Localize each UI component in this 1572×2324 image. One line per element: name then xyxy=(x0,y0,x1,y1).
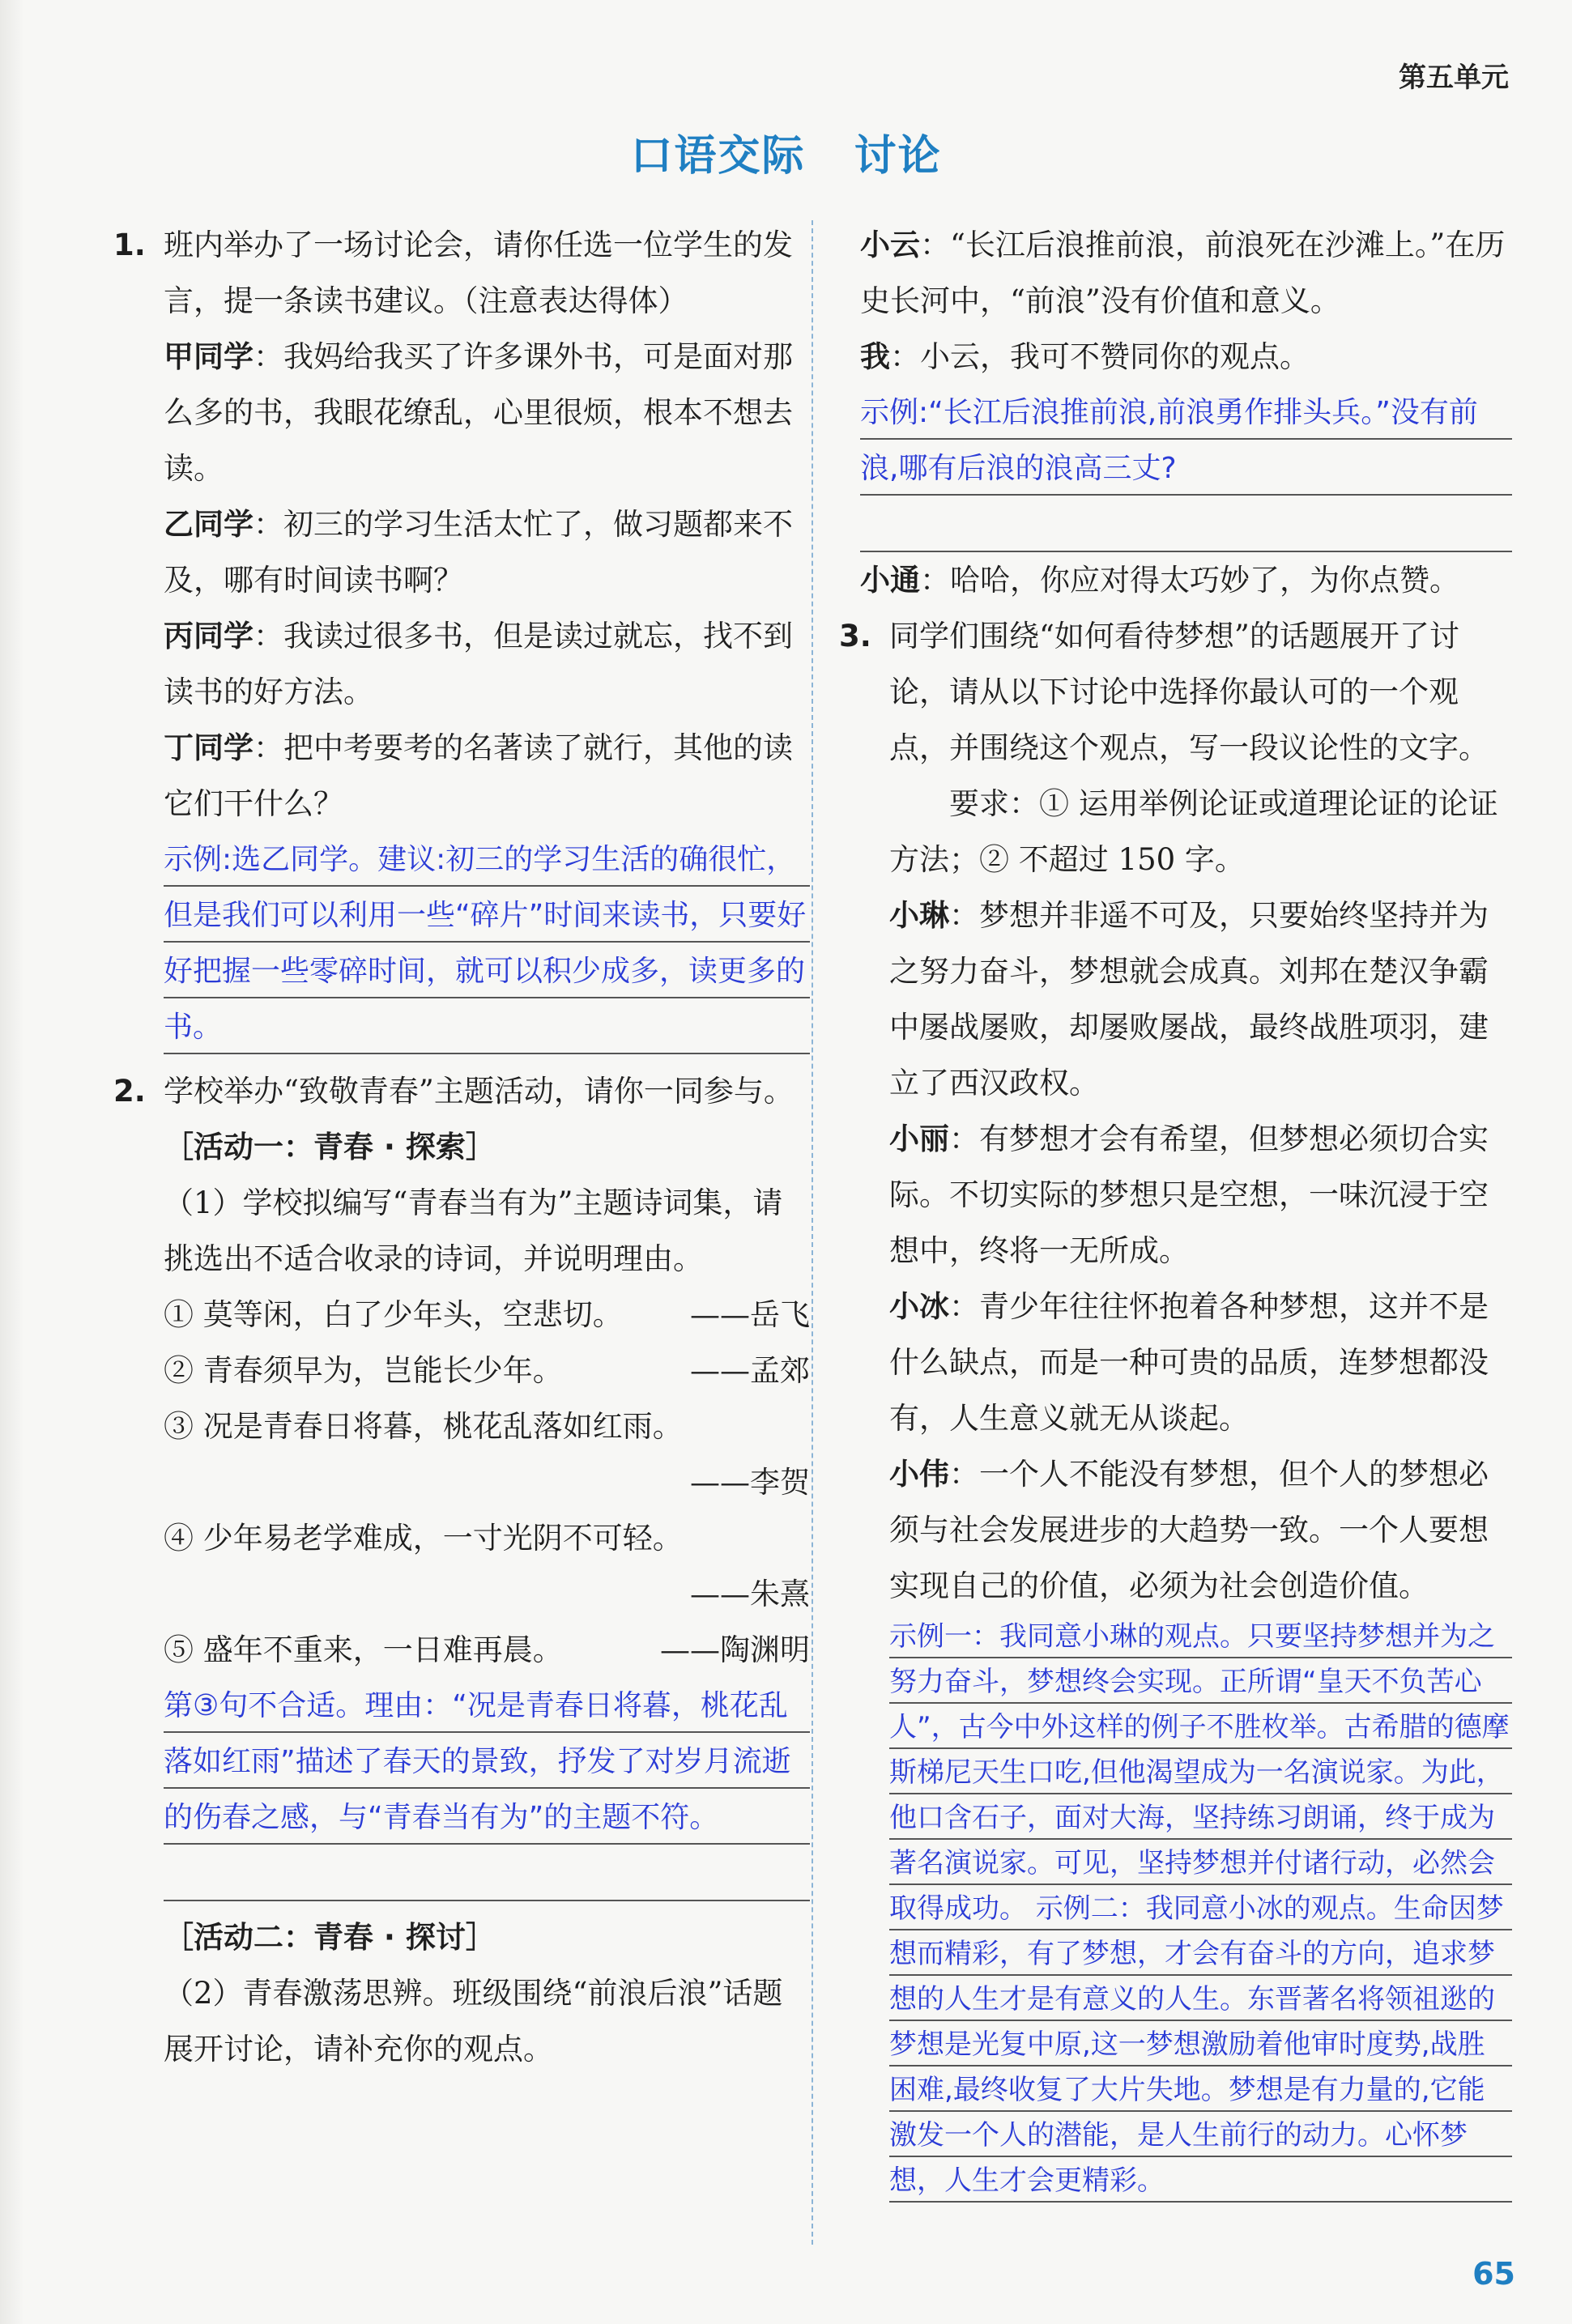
question-2 xyxy=(113,1063,810,1119)
dialogue-line xyxy=(860,552,1512,608)
speaker-text: ：我读过很多书，但是读过就忘，找不到读书的好方法。 xyxy=(164,619,793,709)
handwritten-answer[interactable]: 第③句不合适。理由：“况是青春日将暮，桃花乱落如红雨”描述了春天的景致，抒发了对岁月流逝的伤春之感，与“青春当有为”的主题不符。 xyxy=(164,1678,810,1845)
handwritten-answer[interactable]: 示例:“长江后浪推前浪,前浪勇作排头兵。”没有前浪,哪有后浪的浪高三丈? xyxy=(860,385,1512,496)
dialogue-line xyxy=(860,217,1512,329)
unit-label: 第五单元 xyxy=(1399,62,1509,94)
speaker-text: ：把中考要考的名著读了就行，其他的读它们干什么？ xyxy=(164,730,793,821)
speaker-block xyxy=(889,1446,1512,1614)
column-divider xyxy=(812,220,813,2245)
answer-blank-line[interactable] xyxy=(860,496,1512,552)
speaker-text: ：小云，我可不赞同你的观点。 xyxy=(890,339,1310,374)
speaker-block xyxy=(113,608,810,720)
poem-line: ① 莫等闲，白了少年头，空悲切。 ——岳飞 xyxy=(164,1297,810,1332)
speaker-name: 甲同学 xyxy=(164,339,253,374)
poem-line: ③ 况是青春日将暮，桃花乱落如红雨。 xyxy=(164,1409,683,1444)
speaker-text: ：一个人不能没有梦想，但个人的梦想必须与社会发展进步的大趋势一致。一个人要想实现自己的价值，必须为社会创造价值。 xyxy=(889,1457,1489,1603)
question-prompt: 班内举办了一场讨论会，请你任选一位学生的发言，提一条读书建议。（注意表达得体） xyxy=(164,228,793,318)
poem-line: ④ 少年易老学难成，一寸光阴不可轻。 xyxy=(164,1521,683,1556)
speaker-text: ：青少年往往怀抱着各种梦想，这并不是什么缺点，而是一种可贵的品质，连梦想都没有，人生意义就无从谈起。 xyxy=(889,1289,1489,1436)
speaker-text: ：“长江后浪推前浪，前浪死在沙滩上。”在历史长河中，“前浪”没有价值和意义。 xyxy=(860,228,1506,318)
page-title xyxy=(0,121,1572,182)
speaker-name: 小琳 xyxy=(889,898,949,933)
speaker-name: 小通 xyxy=(860,563,920,598)
handwritten-answer[interactable]: 示例一：我同意小琳的观点。只要坚持梦想并为之努力奋斗，梦想终会实现。正所谓“皇天不负苦心人”，古今中外这样的例子不胜枚举。古希腊的德摩斯梯尼天生口吃,但他渴望成为一名演说家。为此，他口含石子，面对大海，坚持练习朗诵，终于成为著名演说家。可见，坚持梦想并付诸行动，必然会取得成功。 示例二：我同意小冰的观点。生命因梦想而精彩，有了梦想，才会有奋斗的方向，追求梦想的人生才是有意义的人生。东晋著名将领祖逖的梦想是光复中原,这一梦想激励着他审时度势,战胜困难,最终收复了大片失地。梦想是有力量的,它能激发一个人的潜能，是人生前行的动力。心怀梦想，人生才会更精彩。 xyxy=(889,1614,1512,2203)
speaker-name: 我 xyxy=(860,339,890,374)
speaker-block xyxy=(113,496,810,608)
question-prompt: 同学们围绕“如何看待梦想”的话题展开了讨论，请从以下讨论中选择你最认可的一个观点，并围绕这个观点，写一段议论性的文字。 xyxy=(889,619,1489,765)
speaker-block xyxy=(889,887,1512,1111)
question-3 xyxy=(839,608,1512,776)
question-prompt: 学校举办“致敬青春”主题活动，请你一同参与。 xyxy=(164,1074,794,1109)
question-number: 2. xyxy=(113,1074,146,1109)
poem-author: ——李贺 xyxy=(690,1465,810,1500)
sub-question: （2）青春激荡思辨。班级围绕“前浪后浪”话题展开讨论，请补充你的观点。 xyxy=(164,1976,783,2066)
speaker-block xyxy=(889,1279,1512,1446)
speaker-name: 小丽 xyxy=(889,1122,949,1156)
title-part2: 讨论 xyxy=(854,132,942,181)
title-part1: 口语交际 xyxy=(630,132,806,181)
speaker-block xyxy=(113,329,810,496)
speaker-name: 丙同学 xyxy=(164,619,253,653)
speaker-name: 乙同学 xyxy=(164,507,253,542)
sub-question: （1）学校拟编写“青春当有为”主题诗词集，请挑选出不适合收录的诗词，并说明理由。 xyxy=(164,1185,783,1276)
page-number: 65 xyxy=(1472,2256,1515,2292)
question-number: 3. xyxy=(839,619,871,653)
question-1 xyxy=(113,217,810,329)
answer-blank-line[interactable] xyxy=(164,1845,810,1901)
activity-heading: ［活动一：青春 · 探索］ xyxy=(164,1130,496,1164)
speaker-name: 小冰 xyxy=(889,1289,949,1324)
speaker-name: 小云 xyxy=(860,228,920,262)
requirement: 要求：① 运用举例论证或道理论证的论证方法；② 不超过 150 字。 xyxy=(889,786,1498,877)
left-column xyxy=(113,217,810,2077)
poem-line: ⑤ 盛年不重来，一日难再晨。 ——陶渊明 xyxy=(164,1632,810,1667)
right-column xyxy=(839,217,1512,2203)
poem-author: ——朱熹 xyxy=(690,1577,810,1611)
speaker-text: ：梦想并非遥不可及，只要始终坚持并为之努力奋斗，梦想就会成真。刘邦在楚汉争霸中屡战屡败，却屡败屡战，最终战胜项羽，建立了西汉政权。 xyxy=(889,898,1489,1100)
handwritten-answer[interactable]: 示例:选乙同学。建议:初三的学习生活的确很忙，但是我们可以利用一些“碎片”时间来读书，只要好好把握一些零碎时间，就可以积少成多，读更多的书。 xyxy=(164,832,810,1055)
speaker-block xyxy=(113,720,810,832)
speaker-name: 小伟 xyxy=(889,1457,949,1492)
speaker-text: ：我妈给我买了许多课外书，可是面对那么多的书，我眼花缭乱，心里很烦，根本不想去读。 xyxy=(164,339,793,486)
speaker-text: ：哈哈，你应对得太巧妙了，为你点赞。 xyxy=(920,563,1459,598)
speaker-text: ：初三的学习生活太忙了，做习题都来不及，哪有时间读书啊？ xyxy=(164,507,793,598)
speaker-text: ：有梦想才会有希望，但梦想必须切合实际。不切实际的梦想只是空想，一味沉浸于空想中，终将一无所成。 xyxy=(889,1122,1489,1268)
speaker-name: 丁同学 xyxy=(164,730,253,765)
poem-line: ② 青春须早为，岂能长少年。 ——孟郊 xyxy=(164,1353,810,1388)
dialogue-line xyxy=(860,329,1512,385)
activity-heading: ［活动二：青春 · 探讨］ xyxy=(164,1920,496,1955)
speaker-block xyxy=(889,1111,1512,1279)
question-number: 1. xyxy=(113,228,146,262)
